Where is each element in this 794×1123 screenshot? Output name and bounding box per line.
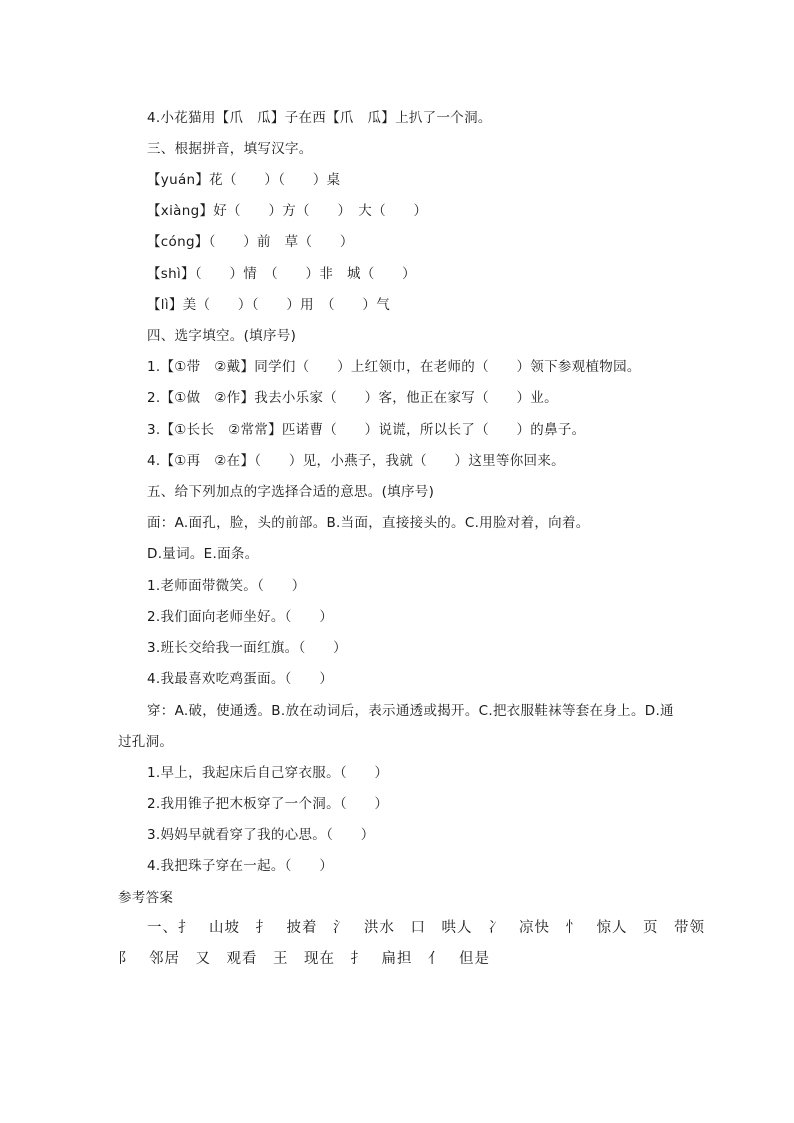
fill-question-2: 2.【①做 ②作】我去小乐家（ ）客，他正在家写（ ）业。 [147,390,558,406]
chuan-question-1: 1.早上，我起床后自己穿衣服。（ ） [147,765,389,781]
mian-question-4: 4.我最喜欢吃鸡蛋面。（ ） [147,671,334,687]
mian-definitions-cont: D.量词。E.面条。 [147,546,259,562]
chuan-question-4: 4.我把珠子穿在一起。（ ） [147,858,334,874]
chuan-question-3: 3.妈妈早就看穿了我的心思。（ ） [147,827,375,843]
section-3-heading: 三、根据拼音，填写汉字。 [147,141,313,157]
chuan-definitions-cont: 过孔洞。 [118,734,174,750]
fill-question-3: 3.【①长长 ②常常】匹诺曹（ ）说谎，所以长了（ ）的鼻子。 [147,422,586,438]
mian-question-1: 1.老师面带微笑。（ ） [147,578,306,594]
mian-question-3: 3.班长交给我一面红旗。（ ） [147,640,347,656]
section-4-heading: 四、选字填空。(填序号) [147,328,297,344]
fill-question-1: 1.【①带 ②戴】同学们（ ）上红领巾，在老师的（ ）领下参观植物园。 [147,359,641,375]
mian-question-2: 2.我们面向老师坐好。（ ） [147,609,334,625]
pinyin-row-li: 【lì】美（ ）（ ）用 （ ）气 [147,297,391,313]
fill-question-4: 4.【①再 ②在】（ ）见，小燕子，我就（ ）这里等你回来。 [147,453,565,469]
pinyin-row-xiang: 【xiàng】好（ ）方（ ） 大（ ） [147,203,428,219]
mian-definitions: 面：A.面孔，脸，头的前部。B.当面，直接接头的。C.用脸对着，向着。 [147,515,590,531]
chuan-question-2: 2.我用锥子把木板穿了一个洞。（ ） [147,796,389,812]
answer-section-1: 一、扌 山坡 扌 披着 氵 洪水 口 哄人 冫 凉快 忄 惊人 页 带领 [147,920,705,936]
question-4-text: 4.小花猫用【爪 瓜】子在西【爪 瓜】上扒了一个洞。 [147,110,492,126]
chuan-definitions: 穿：A.破，使通透。B.放在动词后，表示通透或揭开。C.把衣服鞋袜等套在身上。D.通 [147,703,674,719]
answer-key-heading: 参考答案 [118,890,174,906]
pinyin-row-shi: 【shì】（ ）情 （ ）非 城（ ） [147,266,416,282]
pinyin-row-yuan: 【yuán】花（ ）（ ）桌 [147,172,341,188]
answer-section-1-cont: 阝 邻居 又 观看 王 现在 扌 扁担 亻 但是 [118,951,490,967]
pinyin-row-cong: 【cóng】（ ）前 草（ ） [147,234,354,250]
section-5-heading: 五、给下列加点的字选择合适的意思。(填序号) [147,484,435,500]
